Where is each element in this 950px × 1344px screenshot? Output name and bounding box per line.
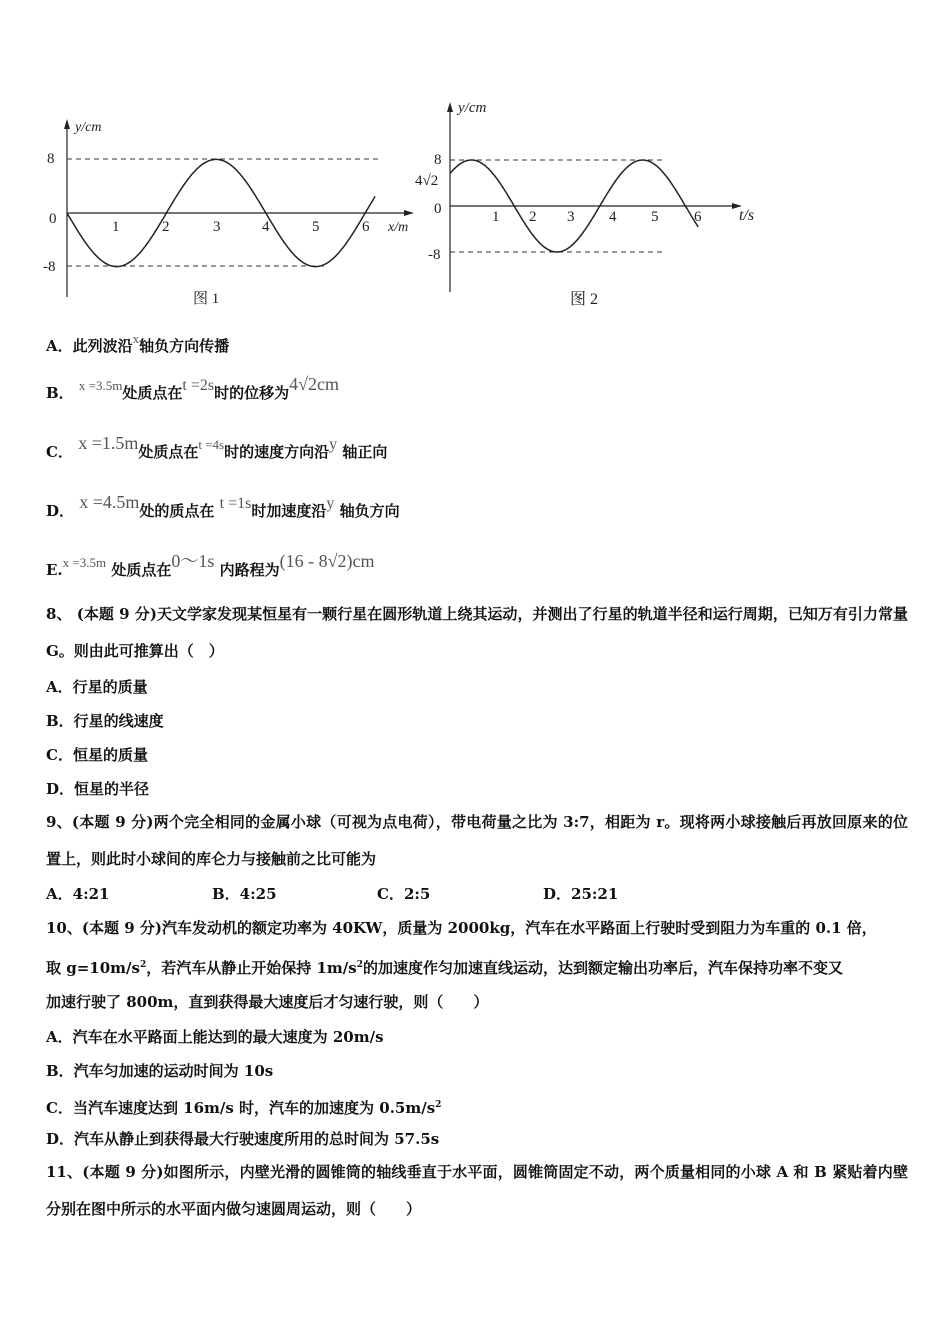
- fig1-xtick-2: 2: [162, 219, 170, 235]
- q7-option-a: [46, 331, 230, 357]
- q9-options: [46, 884, 908, 904]
- q7-c-text1: 处质点在: [138, 443, 199, 461]
- q7-c-math3: y: [329, 436, 338, 453]
- fig1-xtick-6: 6: [362, 219, 370, 235]
- q10-option-c-text: C．当汽车速度达到 16m/s 时，汽车的加速度为 0.5m/s: [46, 1099, 436, 1117]
- q8-option-c: C．恒星的质量: [46, 746, 148, 764]
- q7-e-text2: 内路程为: [219, 561, 280, 579]
- q10-sup-1: 2: [139, 960, 147, 970]
- q7-a-math1: x: [132, 331, 140, 346]
- q7-b-math2: t =2s: [182, 377, 215, 394]
- figure-1: [30, 105, 430, 315]
- fig2-ytick-4root2: 4√2: [415, 173, 439, 189]
- figure-1-svg: [30, 105, 430, 315]
- fig2-xtick-6: 6: [694, 209, 702, 225]
- q7-d-text1: 处的质点在: [139, 502, 215, 520]
- q7-d-math3: y: [326, 495, 335, 512]
- fig1-xlabel: x/m: [388, 220, 409, 235]
- q10-stem-line1: 10、(本题 9 分)汽车发动机的额定功率为 40KW，质量为 2000kg，汽车在水平路面上行驶时受到阻力为车重的 0.1 倍，: [46, 919, 877, 937]
- q7-option-b: [46, 374, 339, 404]
- fig2-ytick-0: 0: [434, 201, 442, 217]
- fig1-y-arrow: [64, 119, 70, 129]
- fig2-ytick-8: 8: [434, 152, 442, 168]
- fig2-xtick-5: 5: [651, 209, 659, 225]
- q7-a-label: A．: [46, 337, 73, 355]
- fig2-caption: 图 2: [570, 291, 599, 308]
- q10-option-c: [46, 1095, 441, 1118]
- q7-a-text2: 轴负方向传播: [139, 337, 230, 355]
- q10-option-b: B．汽车匀加速的运动时间为 10s: [46, 1062, 274, 1080]
- fig1-xtick-1: 1: [112, 219, 120, 235]
- fig2-y-arrow: [447, 102, 453, 112]
- q7-c-math2: t =4s: [198, 437, 225, 452]
- q7-e-math2: 0～1s: [171, 551, 215, 571]
- q7-e-text1: 处质点在: [111, 561, 172, 579]
- q10-stem-2a: 取 g=10m/s: [46, 959, 140, 977]
- q9-option-b: B．4:25: [212, 885, 277, 903]
- q7-b-text1: 处质点在: [122, 384, 183, 402]
- fig2-xtick-4: 4: [609, 209, 617, 225]
- fig1-ytick-8: 8: [47, 151, 55, 167]
- fig2-xtick-3: 3: [567, 209, 575, 225]
- q10-option-a: A．汽车在水平路面上能达到的最大速度为 20m/s: [46, 1028, 384, 1046]
- q10-stem-2b: ，若汽车从静止开始保持 1m/s: [146, 959, 357, 977]
- fig2-ytick-neg8: -8: [428, 247, 441, 263]
- q8-option-d: D．恒星的半径: [46, 780, 150, 798]
- q7-d-label: D．: [46, 502, 75, 520]
- q9-stem: 9、(本题 9 分)两个完全相同的金属小球（可视为点电荷），带电荷量之比为 3:7，相距为 r。现将两小球接触后再放回原来的位置上，则此时小球间的库仑力与接触前之比可能为: [46, 813, 908, 868]
- q7-e-math3: (16 - 8√2)cm: [279, 551, 375, 571]
- q7-a-text1: 此列波沿: [72, 337, 133, 355]
- q7-d-text3: 轴负方向: [339, 502, 400, 520]
- fig1-ytick-neg8: -8: [43, 259, 56, 275]
- q7-c-text2: 时的速度方向沿: [224, 443, 330, 461]
- figure-2-svg: [412, 92, 772, 318]
- q10-option-d: D．汽车从静止到获得最大行驶速度所用的总时间为 57.5s: [46, 1130, 440, 1148]
- q7-b-label: B．: [46, 384, 74, 402]
- q10-sup-2: 2: [356, 960, 363, 970]
- q10-stem-line3: 加速行驶了 800m，直到获得最大速度后才匀速行驶，则（ ）: [46, 993, 489, 1011]
- q8-option-b: B．行星的线速度: [46, 712, 164, 730]
- q7-b-math3: 4√2cm: [289, 374, 339, 394]
- fig2-xtick-1: 1: [492, 209, 500, 225]
- q8-option-a: A．行星的质量: [46, 678, 148, 696]
- q10-sup-3: 2: [435, 1100, 442, 1110]
- fig1-caption: 图 1: [193, 291, 220, 307]
- q9-option-c: C．2:5: [377, 885, 431, 903]
- q7-option-d: [46, 492, 400, 522]
- q11-stem: 11、(本题 9 分)如图所示，内壁光滑的圆锥筒的轴线垂直于水平面，圆锥筒固定不动，两个质量相同的小球 A 和 B 紧贴着内壁分别在图中所示的水平面内做匀速圆周运动，则（ ）: [46, 1163, 908, 1218]
- q7-b-math1: x =3.5m: [78, 378, 123, 393]
- q7-c-text3: 轴正向: [342, 443, 388, 461]
- q9-option-d: D．25:21: [543, 885, 619, 903]
- q7-d-math2: t =1s: [219, 495, 252, 512]
- fig1-xtick-5: 5: [312, 219, 320, 235]
- q7-e-math1: x =3.5m: [62, 555, 107, 570]
- fig1-ytick-0: 0: [49, 211, 57, 227]
- fig2-xlabel: t/s: [739, 207, 755, 224]
- q7-d-math1: x =4.5m: [79, 492, 140, 512]
- q10-stem-2c: 的加速度作匀加速直线运动，达到额定输出功率后，汽车保持功率不变又: [362, 959, 843, 977]
- fig1-xtick-4: 4: [262, 219, 270, 235]
- q7-e-label: E.: [46, 561, 63, 579]
- q7-option-e: [46, 551, 375, 581]
- fig2-xtick-2: 2: [529, 209, 537, 225]
- q8-stem: 8、 (本题 9 分)天文学家发现某恒星有一颗行星在圆形轨道上绕其运动，并测出了行星的轨道半径和运行周期，已知万有引力常量G。则由此可推算出（ ）: [46, 605, 908, 660]
- figure-2: [412, 92, 772, 318]
- fig1-xtick-3: 3: [213, 219, 221, 235]
- q10-stem-line2: [46, 955, 843, 978]
- q7-b-text2: 时的位移为: [214, 384, 290, 402]
- fig1-ylabel: y/cm: [75, 120, 102, 135]
- q7-d-text2: 时加速度沿: [251, 502, 327, 520]
- q7-c-math1: x =1.5m: [78, 433, 139, 453]
- q9-option-a: A．4:21: [46, 885, 110, 903]
- q7-c-label: C．: [46, 443, 73, 461]
- fig2-ylabel: y/cm: [458, 100, 487, 116]
- q7-option-c: [46, 433, 388, 463]
